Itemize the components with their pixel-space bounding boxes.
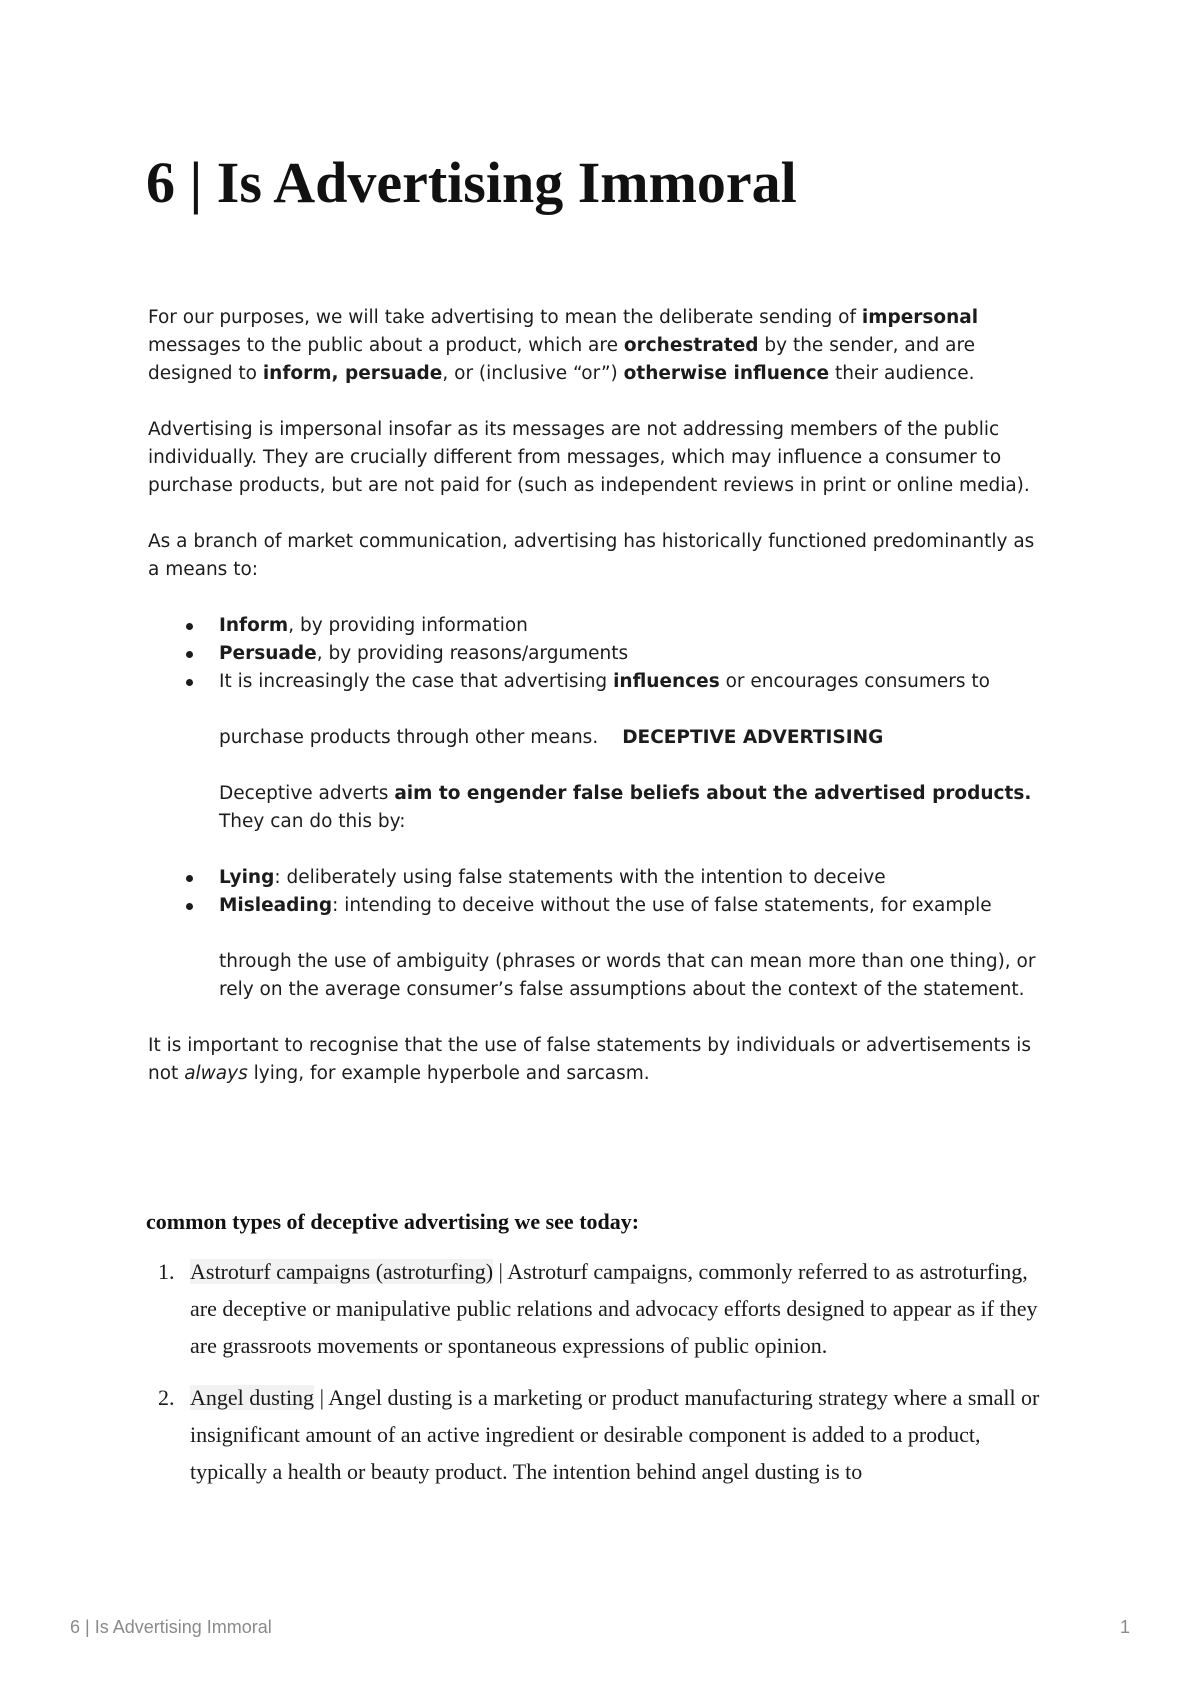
- means-continuation: [219, 724, 1048, 752]
- list-item-text: , by providing information: [288, 615, 528, 636]
- intro-paragraph-impersonal: Advertising is impersonal insofar as its messages are not addressing members of the public individually. They are crucially different from messages, which may influence a consumer to purchase products, but are not paid for (such as independent reviews in print or online media).: [148, 419, 1030, 496]
- text-run: They can do this by:: [219, 811, 406, 832]
- type-description: | Angel dusting is a marketing or product manufacturing strategy where a small or insignificant amount of an active ingredient or desirable component is added to a product, typically a health or beauty product. The intention behind angel dusting is to: [190, 1385, 1040, 1484]
- methods-list: [148, 864, 1048, 920]
- list-item: [148, 864, 1048, 892]
- list-number: 2.: [158, 1385, 175, 1410]
- section-heading: common types of deceptive advertising we see today:: [146, 1209, 640, 1234]
- list-item-text: : deliberately using false statements with the intention to deceive: [274, 867, 886, 888]
- text-run: It is important to recognise that the use of false statements by individuals or advertisements is not: [148, 1035, 1032, 1084]
- page-title: 6 | Is Advertising Immoral: [146, 150, 797, 215]
- text-run: Deceptive adverts: [219, 783, 395, 804]
- text-run: For our purposes, we will take advertising to mean the deliberate sending of: [148, 307, 862, 328]
- bold-term-impersonal: impersonal: [861, 307, 979, 328]
- text-run: their audience.: [829, 363, 975, 384]
- list-item: [148, 640, 1048, 668]
- type-term: Angel dusting: [190, 1385, 315, 1410]
- bold-term-otherwise-influence: otherwise influence: [623, 363, 830, 384]
- closing-paragraph: [148, 1032, 1048, 1088]
- deceptive-intro: [219, 780, 1048, 836]
- continuation-text: purchase products through other means.: [219, 727, 599, 748]
- list-item-text: It is increasingly the case that advertising: [219, 671, 614, 692]
- text-run: messages to the public about a product, which are: [148, 335, 624, 356]
- deceptive-types-list: [146, 1253, 1056, 1505]
- list-item-text: , by providing reasons/arguments: [316, 643, 629, 664]
- bold-term-inform-persuade: inform, persuade: [262, 363, 443, 384]
- intro-paragraph-means: As a branch of market communication, advertising has historically functioned predominantly as a means to:: [148, 531, 1035, 580]
- list-item: [148, 892, 1048, 920]
- bold-term: Inform: [219, 615, 289, 636]
- bold-term: Lying: [219, 867, 275, 888]
- list-item-text: : intending to deceive without the use of false statements, for example: [332, 895, 992, 916]
- list-item: [146, 1253, 1056, 1364]
- list-item: [146, 1379, 1056, 1490]
- list-item: [148, 668, 1048, 696]
- list-item: [148, 612, 1048, 640]
- italic-word: always: [184, 1063, 248, 1084]
- deceptive-advertising-heading: DECEPTIVE ADVERTISING: [622, 727, 884, 748]
- list-number: 1.: [158, 1259, 175, 1284]
- type-description: | Astroturf campaigns, commonly referred to as astroturfing, are deceptive or manipulative public relations and advocacy efforts designed to appear as if they are grassroots movements or spontaneous expressions of public opinion.: [190, 1259, 1038, 1358]
- bold-term: Persuade: [219, 643, 317, 664]
- body-text: [148, 304, 1048, 1116]
- intro-paragraph-definition: [148, 304, 1048, 388]
- list-item-text: or encourages consumers to: [719, 671, 990, 692]
- bold-term: Misleading: [219, 895, 333, 916]
- bold-term: influences: [613, 671, 720, 692]
- bold-phrase: aim to engender false beliefs about the advertised products.: [394, 783, 1032, 804]
- means-list: [148, 612, 1048, 696]
- text-run: by the sender, and are designed to: [148, 335, 976, 384]
- type-term: Astroturf campaigns (astroturfing): [190, 1259, 494, 1284]
- page-number: 1: [1120, 1617, 1131, 1637]
- bold-term-orchestrated: orchestrated: [623, 335, 759, 356]
- footer-title: 6 | Is Advertising Immoral: [70, 1617, 272, 1637]
- text-run: , or (inclusive “or”): [442, 363, 624, 384]
- text-run: lying, for example hyperbole and sarcasm.: [247, 1063, 650, 1084]
- methods-continuation: through the use of ambiguity (phrases or words that can mean more than one thing), or rely on the average consumer’s false assumptions about the context of the statement.: [219, 951, 1036, 1000]
